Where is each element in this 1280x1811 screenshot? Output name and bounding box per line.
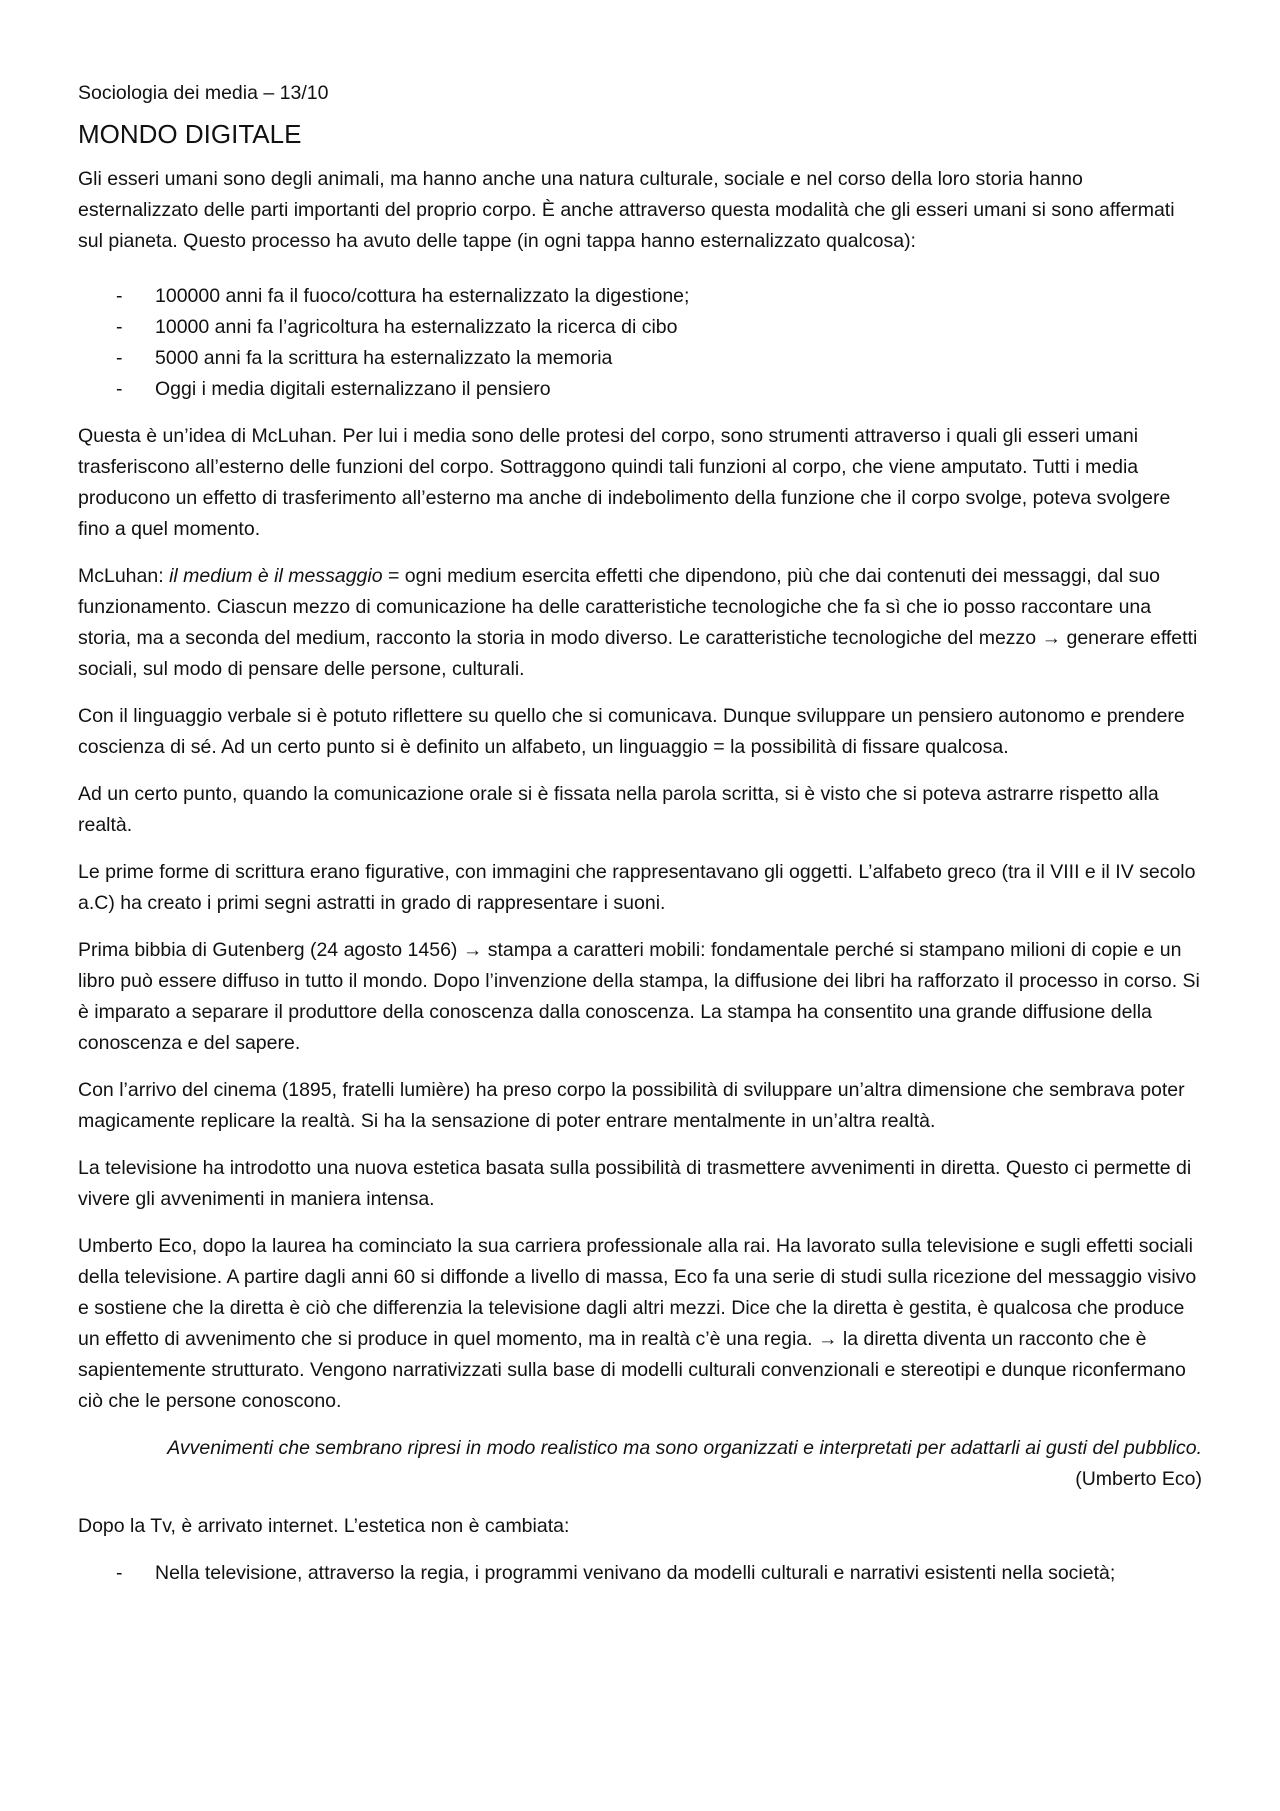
medium-text-1: = ogni medium esercita effetti che dipendono, più che dai contenuti dei messaggi, dal suo funzionamento. Ciascun mezzo di comunicazione ha delle caratteristiche tecnologiche che fa sì che io posso raccontare una storia, ma a seconda del medium, racconto la storia in modo diverso. Le caratteristiche tecnologiche del mezzo xyxy=(78,565,1161,649)
paragraph-intro: Gli esseri umani sono degli animali, ma hanno anche una natura culturale, sociale e nel corso della loro storia hanno esternalizzato delle parti importanti del proprio corpo. È anche attraverso questa modalità che gli esseri umani si sono affermati sul pianeta. Questo processo ha avuto delle tappe (in ogni tappa hanno esternalizzato qualcosa): xyxy=(78,168,1175,252)
gutenberg-text-2: stampa a caratteri mobili: fondamentale perché si stampano milioni di copie e un libro può essere diffuso in tutto il mondo. Dopo l’invenzione della stampa, la diffusione dei libri ha rafforzato il processo in corso. Si è imparato a separare il produttore della conoscenza dalla conoscenza. La stampa ha consentito una grande diffusione della conoscenza e del sapere. xyxy=(78,939,1200,1054)
list-externalization-stages xyxy=(78,281,1202,405)
paragraph-televisione: La televisione ha introdotto una nuova estetica basata sulla possibilità di trasmettere avvenimenti in diretta. Questo ci permette di vivere gli avvenimenti in maniera intensa. xyxy=(78,1157,1192,1210)
medium-prefix: McLuhan: xyxy=(78,565,170,587)
right-arrow-icon: → xyxy=(1041,627,1062,649)
eco-text-1: Umberto Eco, dopo la laurea ha cominciato la sua carriera professionale alla rai. Ha lavorato sulla televisione e sugli effetti sociali della televisione. A partire dagli anni 60 si diffonde a livello di massa, Eco fa una serie di studi sulla ricezione del messaggio visivo e sostiene che la diretta è ciò che differenzia la televisione dagli altri mezzi. Dice che la diretta è gestita, è qualcosa che produce un effetto di avvenimento che si produce in quel momento, ma in realtà c’è una regia. xyxy=(78,1235,1197,1350)
list-item xyxy=(78,343,1202,374)
document-header: Sociologia dei media – 13/10 xyxy=(78,82,329,104)
dash-bullet: - xyxy=(116,1562,123,1584)
dash-bullet: - xyxy=(116,285,123,307)
quote-author: (Umberto Eco) xyxy=(1075,1468,1202,1490)
paragraph-medium-message xyxy=(78,561,1202,685)
list-item-text: 10000 anni fa l’agricoltura ha esternalizzato la ricerca di cibo xyxy=(155,316,678,338)
right-arrow-icon: → xyxy=(818,1328,838,1350)
list-item-text: Nella televisione, attraverso la regia, i programmi venivano da modelli culturali e narrativi esistenti nella società; xyxy=(155,1562,1116,1584)
paragraph-cinema: Con l’arrivo del cinema (1895, fratelli lumière) ha preso corpo la possibilità di sviluppare un’altra dimensione che sembrava poter magicamente replicare la realtà. Si ha la sensazione di poter entrare mentalmente in un’altra realtà. xyxy=(78,1079,1185,1132)
list-aesthetics xyxy=(78,1558,1202,1589)
dash-bullet: - xyxy=(116,347,123,369)
eco-text-2: la diretta diventa un racconto che è sapientemente strutturato. Vengono narrativizzati sulla base di modelli culturali convenzionali e stereotipi e dunque riconfermano ciò che le persone conoscono. xyxy=(78,1328,1186,1412)
paragraph-scrittura: Le prime forme di scrittura erano figurative, con immagini che rappresentavano gli oggetti. L’alfabeto greco (tra il VIII e il IV secolo a.C) ha creato i primi segni astratti in grado di rappresentare i suoni. xyxy=(78,861,1196,914)
medium-text-2: generare effetti sociali, sul modo di pensare delle persone, culturali. xyxy=(78,627,1198,680)
quote-umberto-eco xyxy=(138,1433,1202,1495)
paragraph-gutenberg xyxy=(78,935,1202,1059)
list-item xyxy=(78,312,1202,343)
paragraph-internet: Dopo la Tv, è arrivato internet. L’estetica non è cambiata: xyxy=(78,1515,570,1537)
dash-bullet: - xyxy=(116,316,123,338)
list-item-text: 100000 anni fa il fuoco/cottura ha esternalizzato la digestione; xyxy=(155,285,690,307)
list-item-text: 5000 anni fa la scrittura ha esternalizzato la memoria xyxy=(155,347,613,369)
quote-text: Avvenimenti che sembrano ripresi in modo realistico ma sono organizzati e interpretati per adattarli ai gusti del pubblico. xyxy=(167,1437,1202,1459)
gutenberg-text-1: Prima bibbia di Gutenberg (24 agosto 1456) xyxy=(78,939,463,961)
list-item xyxy=(78,281,1202,312)
list-item xyxy=(78,1558,1202,1589)
paragraph-mcluhan: Questa è un’idea di McLuhan. Per lui i media sono delle protesi del corpo, sono strumenti attraverso i quali gli esseri umani trasferiscono all’esterno delle funzioni del corpo. Sottraggono quindi tali funzioni al corpo, che viene amputato. Tutti i media producono un effetto di trasferimento all’esterno ma anche di indebolimento della funzione che il corpo svolge, poteva svolgere fino a quel momento. xyxy=(78,425,1171,540)
document-title: MONDO DIGITALE xyxy=(78,119,302,149)
list-item-text: Oggi i media digitali esternalizzano il pensiero xyxy=(155,378,551,400)
dash-bullet: - xyxy=(116,378,123,400)
paragraph-parola-scritta: Ad un certo punto, quando la comunicazione orale si è fissata nella parola scritta, si è visto che si poteva astrarre rispetto alla realtà. xyxy=(78,783,1159,836)
paragraph-umberto-eco xyxy=(78,1231,1202,1417)
list-item xyxy=(78,374,1202,405)
medium-italic-phrase: il medium è il messaggio xyxy=(169,565,383,587)
paragraph-linguaggio: Con il linguaggio verbale si è potuto riflettere su quello che si comunicava. Dunque sviluppare un pensiero autonomo e prendere coscienza di sé. Ad un certo punto si è definito un alfabeto, un linguaggio = la possibilità di fissare qualcosa. xyxy=(78,705,1185,758)
right-arrow-icon: → xyxy=(462,939,483,961)
